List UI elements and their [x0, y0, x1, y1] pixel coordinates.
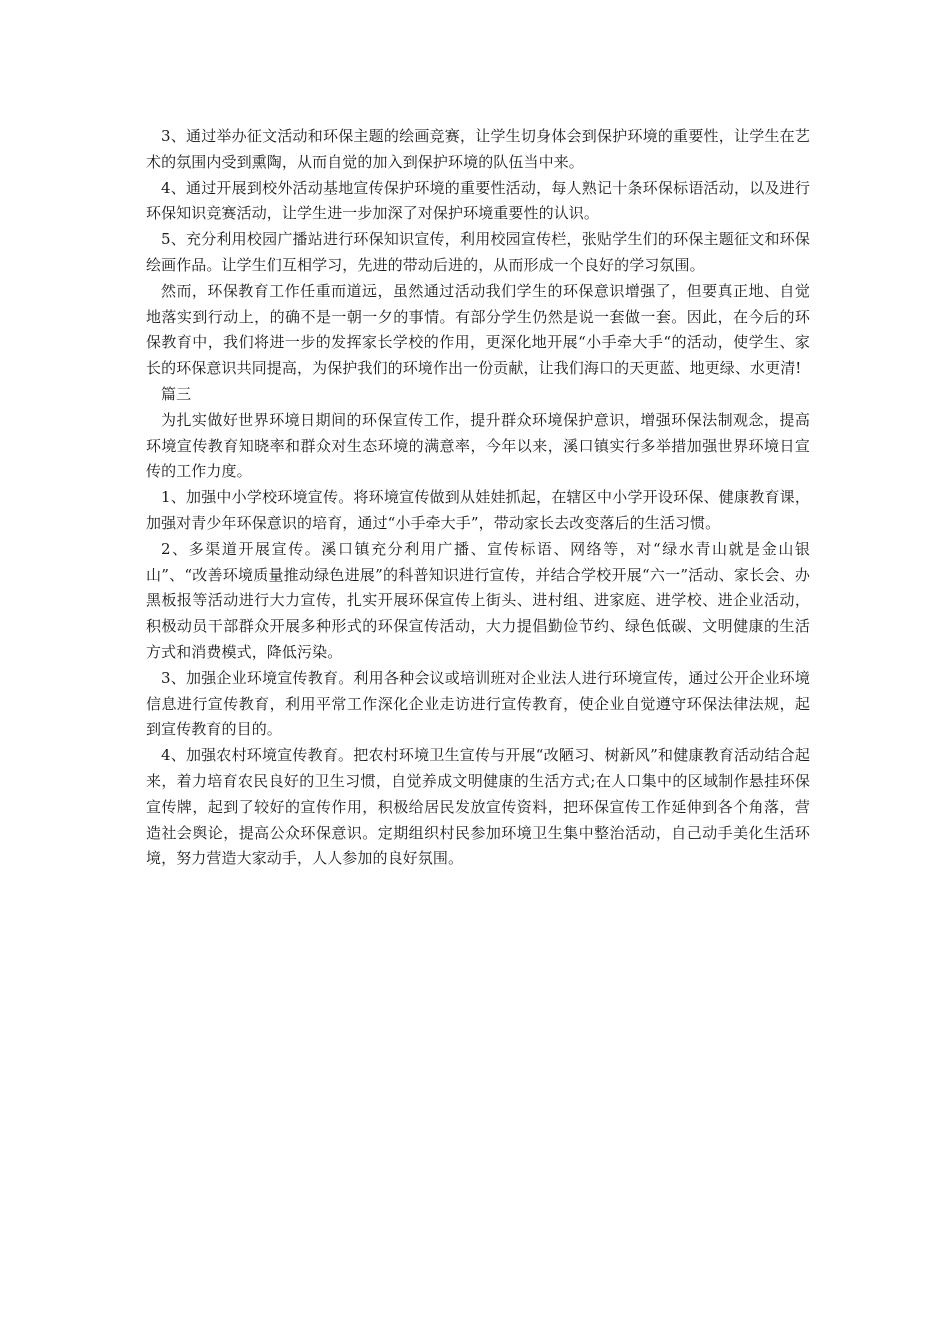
- paragraph-activity-4: 4、通过开展到校外活动基地宣传保护环境的重要性活动，每人熟记十条环保标语活动，以及进行环保知识竞赛活动，让学生进一步加深了对保护环境重要性的认识。: [146, 178, 810, 223]
- paragraph-activity-3: 3、通过举办征文活动和环保主题的绘画竞赛，让学生切身体会到保护环境的重要性，让学生在艺术的氛围内受到熏陶，从而自觉的加入到保护环境的队伍当中来。: [146, 127, 810, 171]
- paragraph-measure-1: 1、加强中小学校环境宣传。将环境宣传做到从娃娃抓起，在辖区中小学开设环保、健康教育课，加强对青少年环保意识的培育，通过“小手牵大手”，带动家长去改变落后的生活习惯。: [146, 488, 810, 532]
- paragraph-measure-2: 2、多渠道开展宣传。溪口镇充分利用广播、宣传标语、网络等，对“绿水青山就是金山银山”、“改善环境质量推动绿色进展”的科普知识进行宣传，并结合学校开展“六一”活动、家长会、办黑板报等活动进行大力宣传，扎实开展环保宣传上街头、进村组、进家庭、进学校、进企业活动，积极动员干部群众开展多种形式的环保宣传活动，大力提倡勤俭节约、绿色低碳、文明健康的生活方式和消费模式，降低污染。: [146, 539, 810, 661]
- paragraph-intro: 为扎实做好世界环境日期间的环保宣传工作，提升群众环境保护意识，增强环保法制观念，提高环境宣传教育知晓率和群众对生态环境的满意率，今年以来，溪口镇实行多举措加强世界环境日宣传的工作力度。: [146, 410, 810, 481]
- paragraph-measure-4: 4、加强农村环境宣传教育。把农村环境卫生宣传与开展“改陋习、树新风”和健康教育活动结合起来，着力培育农民良好的卫生习惯，自觉养成文明健康的生活方式;在人口集中的区域制作悬挂环保宣传牌，起到了较好的宣传作用，积极给居民发放宣传资料，把环保宣传工作延伸到各个角落，营造社会舆论，提高公众环保意识。定期组织村民参加环境卫生集中整治活动，自己动手美化生活环境，努力营造大家动手，人人参加的良好氛围。: [146, 746, 810, 868]
- paragraph-measure-3: 3、加强企业环境宣传教育。利用各种会议或培训班对企业法人进行环境宣传，通过公开企业环境信息进行宣传教育，利用平常工作深化企业走访进行宣传教育，使企业自觉遵守环保法律法规，起到宣传教育的目的。: [146, 668, 810, 739]
- paragraph-conclusion: 然而，环保教育工作任重而道远，虽然通过活动我们学生的环保意识增强了，但要真正地、自觉地落实到行动上，的确不是一朝一夕的事情。有部分学生仍然是说一套做一套。因此，在今后的环保教育中，我们将进一步的发挥家长学校的作用，更深化地开展“小手牵大手“的活动，使学生、家长的环保意识共同提高，为保护我们的环境作出一份贡献，让我们海口的天更蓝、地更绿、水更清!: [146, 281, 810, 378]
- paragraph-activity-5: 5、充分利用校园广播站进行环保知识宣传，利用校园宣传栏，张贴学生们的环保主题征文和环保绘画作品。让学生们互相学习，先进的带动后进的，从而形成一个良好的学习氛围。: [146, 230, 810, 274]
- section-heading-part-three: 篇三: [161, 384, 192, 403]
- document-body: [146, 124, 810, 872]
